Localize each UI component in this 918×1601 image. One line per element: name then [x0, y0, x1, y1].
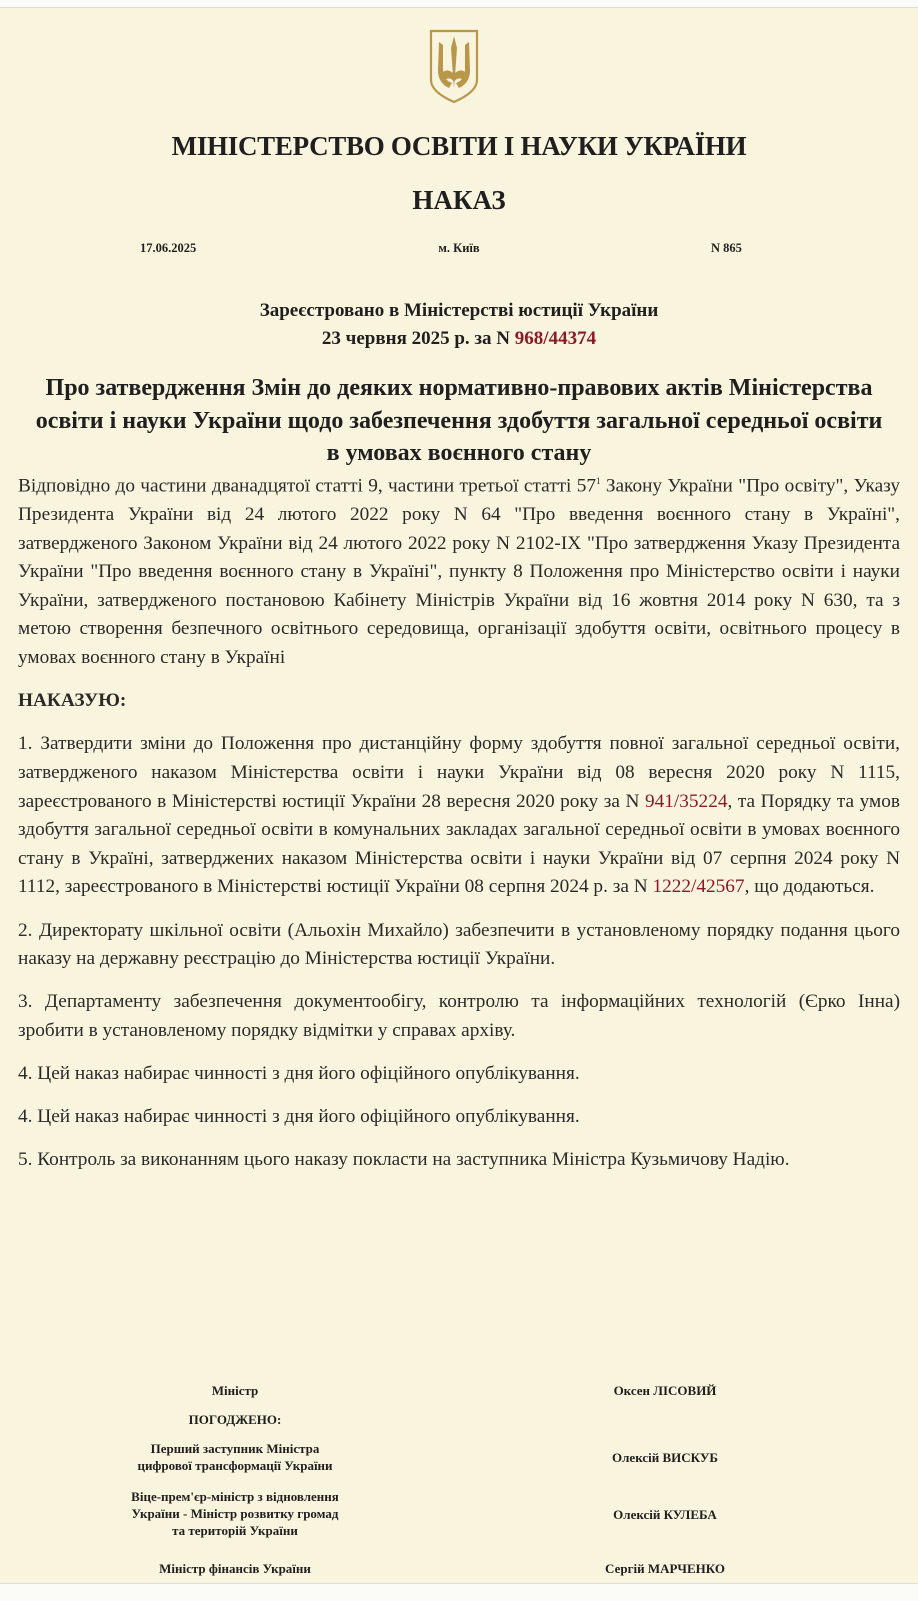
item-5: 5. Контроль за виконанням цього наказу покласти на заступника Міністра Кузьмичову Надію.	[18, 1149, 790, 1171]
signer-role: Віце-прем'єр-міністр з відновлення	[131, 1489, 339, 1504]
document-title	[0, 372, 918, 470]
signer-role: Перший заступник Міністра	[150, 1441, 320, 1456]
reg-link-941[interactable]: 941/35224	[645, 790, 728, 812]
browser-top-bar	[0, 0, 918, 8]
coat-of-arms-icon	[428, 28, 480, 104]
registration-number-link[interactable]: 968/44374	[514, 328, 597, 349]
agreed-text: ПОГОДЖЕНО:	[188, 1412, 282, 1427]
preamble-text: Відповідно до частини дванадцятої статті 9, частини третьої статті 57	[18, 475, 597, 497]
browser-bottom-bar	[0, 1583, 918, 1601]
document-date: 17.06.2025	[140, 241, 197, 255]
document-body	[18, 467, 900, 1190]
signer-name: Олексій КУЛЕБА	[613, 1507, 717, 1522]
signer-role: України - Міністр розвитку громад	[131, 1506, 339, 1521]
item-1-text-2: , та Порядку та умов здобуття загальної середньої освіти в комунальних закладах загальної середньої освіти в умовах воєнного стану в Україні, затверджених наказом Міністерства освіти і науки України від 07 серпня 2024 року N 1112, зареєстрованого в Міністерстві юстиції України 08 серпня 2024 р. за N	[18, 790, 900, 898]
item-1-text-3: , що додаються.	[744, 876, 875, 898]
item-1	[18, 730, 900, 902]
document-city: м. Київ	[438, 241, 480, 255]
item-4: 4. Цей наказ набирає чинності з дня його офіційного опублікування.	[18, 1063, 580, 1085]
preamble	[18, 467, 900, 673]
item-1-text: 1. Затвердити зміни до Положення про дистанційну форму здобуття повної загальної середньої освіти, затвердженого наказом Міністерства освіти і науки України від 08 вересня 2020 року N 1115, зареєстрованого в Міністерстві юстиції України 28 вересня 2020 року за N	[18, 733, 900, 812]
signer-role: Міністр фінансів України	[159, 1561, 311, 1576]
document-title-text: Про затвердження Змін до деяких нормативно-правових актів Міністерства освіти і науки України щодо забезпечення здобуття загальної середньої освіти в умовах воєнного стану	[35, 375, 883, 466]
signer-name: Оксен ЛІСОВИЙ	[613, 1383, 717, 1398]
item-4-duplicate: 4. Цей наказ набирає чинності з дня його офіційного опублікування.	[18, 1106, 580, 1128]
signer-name: Сергій МАРЧЕНКО	[605, 1561, 725, 1576]
signer-role: цифрової трансформації України	[137, 1458, 333, 1473]
registration-info	[0, 297, 918, 353]
reg-link-1222[interactable]: 1222/42567	[652, 876, 745, 898]
signer-role: Міністр	[211, 1383, 259, 1398]
superscript: 1	[596, 476, 601, 486]
preamble-text-2: Закону України "Про освіту", Указу Президента України від 24 лютого 2022 року N 64 "Про введення воєнного стану в Україні", затвердженого Законом України від 24 лютого 2022 року N 2102-IX "Про затвердження Указу Президента України "Про введення воєнного стану в Україні", пункту 8 Положення про Міністерство освіти і науки України, затвердженого постановою Кабінету Міністрів України від 16 жовтня 2014 року N 630, та з метою створення безпечного освітнього середовища, організації здобуття освіти, освітнього процесу в умовах воєнного стану в Україні	[18, 475, 901, 668]
registration-line-1: Зареєстровано в Міністерстві юстиції України	[259, 300, 659, 321]
document-type: НАКАЗ	[412, 185, 506, 215]
order-word: НАКАЗУЮ:	[18, 690, 127, 712]
signer-role: та територій України	[172, 1523, 298, 1538]
ministry-name: МІНІСТЕРСТВО ОСВІТИ І НАУКИ УКРАЇНИ	[171, 131, 747, 161]
signer-name: Олексій ВИСКУБ	[612, 1450, 718, 1465]
document-number: N 865	[711, 241, 742, 255]
registration-date: 23 червня 2025 р. за N	[321, 328, 515, 349]
item-2: 2. Директорату шкільної освіти (Альохін Михайло) забезпечити в установленому порядку подання цього наказу на державну реєстрацію до Міністерства юстиції України.	[18, 919, 900, 970]
item-3: 3. Департаменту забезпечення документообігу, контролю та інформаційних технологій (Єрко Інна) зробити в установленому порядку відмітки у справах архіву.	[18, 991, 900, 1041]
